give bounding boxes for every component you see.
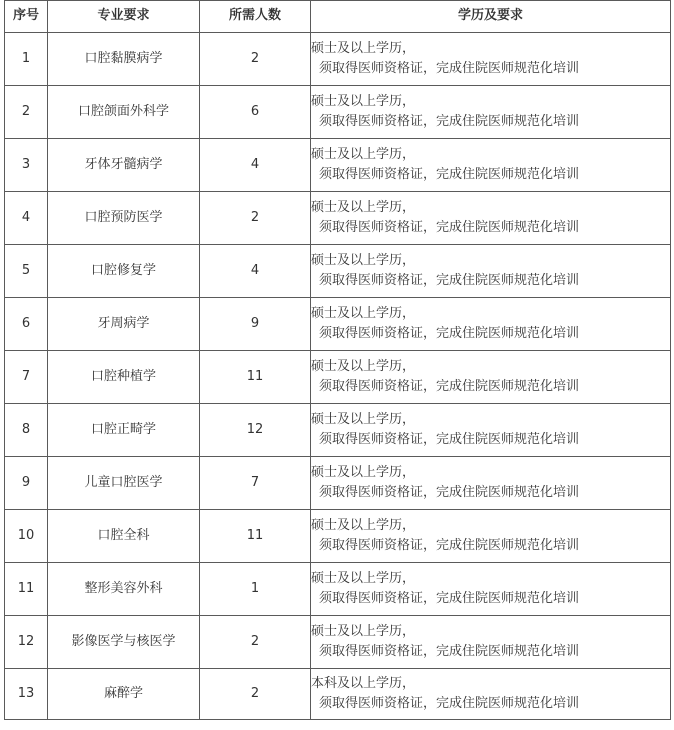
cell-requirement [311,351,671,404]
requirement-degree: 硕士及以上学历， [311,571,416,586]
cell-index: 3 [5,139,48,192]
table-row [5,510,671,563]
header-count: 所需人数 [200,1,311,33]
requirement-certificate: 须取得医师资格证，完成住院医师规范化培训 [319,114,580,129]
requirement-degree: 硕士及以上学历， [311,253,416,268]
table-row [5,404,671,457]
cell-requirement [311,86,671,139]
header-index: 序号 [5,1,48,33]
requirement-degree: 硕士及以上学历， [311,94,416,109]
requirement-degree: 硕士及以上学历， [311,624,416,639]
cell-count: 2 [200,669,311,720]
requirement-degree: 硕士及以上学历， [311,412,416,427]
cell-index: 1 [5,33,48,86]
table-row [5,86,671,139]
requirement-degree: 硕士及以上学历， [311,465,416,480]
cell-index: 8 [5,404,48,457]
cell-index: 6 [5,298,48,351]
cell-count: 2 [200,616,311,669]
header-requirement: 学历及要求 [311,1,671,33]
header-major: 专业要求 [48,1,200,33]
table-row [5,192,671,245]
cell-count: 11 [200,510,311,563]
table-body [5,33,671,720]
cell-requirement [311,139,671,192]
recruitment-table [4,0,671,720]
cell-major: 儿童口腔医学 [48,457,200,510]
requirement-certificate: 须取得医师资格证，完成住院医师规范化培训 [319,273,580,288]
cell-requirement [311,510,671,563]
cell-count: 2 [200,192,311,245]
cell-index: 5 [5,245,48,298]
requirement-certificate: 须取得医师资格证，完成住院医师规范化培训 [319,485,580,500]
requirement-degree: 硕士及以上学历， [311,359,416,374]
cell-count: 11 [200,351,311,404]
cell-count: 9 [200,298,311,351]
cell-requirement [311,245,671,298]
table-row [5,33,671,86]
requirement-certificate: 须取得医师资格证，完成住院医师规范化培训 [319,167,580,182]
requirement-degree: 本科及以上学历， [311,676,416,691]
requirement-degree: 硕士及以上学历， [311,147,416,162]
table-row [5,351,671,404]
table-row [5,298,671,351]
cell-major: 口腔预防医学 [48,192,200,245]
cell-major: 牙周病学 [48,298,200,351]
cell-major: 口腔修复学 [48,245,200,298]
table-row [5,616,671,669]
requirement-degree: 硕士及以上学历， [311,200,416,215]
requirement-certificate: 须取得医师资格证，完成住院医师规范化培训 [319,591,580,606]
requirement-certificate: 须取得医师资格证，完成住院医师规范化培训 [319,379,580,394]
table-header-row [5,1,671,33]
cell-index: 2 [5,86,48,139]
table-row [5,245,671,298]
cell-count: 4 [200,139,311,192]
cell-requirement [311,192,671,245]
cell-index: 7 [5,351,48,404]
table-row [5,139,671,192]
cell-index: 13 [5,669,48,720]
requirement-certificate: 须取得医师资格证，完成住院医师规范化培训 [319,220,580,235]
cell-major: 整形美容外科 [48,563,200,616]
table-row [5,457,671,510]
cell-count: 6 [200,86,311,139]
cell-index: 9 [5,457,48,510]
cell-major: 麻醉学 [48,669,200,720]
cell-major: 口腔颌面外科学 [48,86,200,139]
requirement-degree: 硕士及以上学历， [311,41,416,56]
requirement-certificate: 须取得医师资格证，完成住院医师规范化培训 [319,644,580,659]
cell-major: 牙体牙髓病学 [48,139,200,192]
requirement-certificate: 须取得医师资格证，完成住院医师规范化培训 [319,326,580,341]
cell-index: 10 [5,510,48,563]
cell-requirement [311,563,671,616]
cell-requirement [311,669,671,720]
cell-requirement [311,616,671,669]
cell-major: 口腔黏膜病学 [48,33,200,86]
cell-major: 口腔种植学 [48,351,200,404]
cell-count: 1 [200,563,311,616]
requirement-certificate: 须取得医师资格证，完成住院医师规范化培训 [319,61,580,76]
table-row [5,563,671,616]
cell-count: 4 [200,245,311,298]
cell-count: 2 [200,33,311,86]
cell-requirement [311,33,671,86]
cell-requirement [311,457,671,510]
cell-count: 12 [200,404,311,457]
table-row [5,669,671,720]
requirement-certificate: 须取得医师资格证，完成住院医师规范化培训 [319,696,580,711]
cell-index: 11 [5,563,48,616]
requirement-certificate: 须取得医师资格证，完成住院医师规范化培训 [319,432,580,447]
cell-count: 7 [200,457,311,510]
requirement-degree: 硕士及以上学历， [311,518,416,533]
cell-index: 12 [5,616,48,669]
cell-requirement [311,404,671,457]
cell-requirement [311,298,671,351]
requirement-certificate: 须取得医师资格证，完成住院医师规范化培训 [319,538,580,553]
cell-major: 口腔正畸学 [48,404,200,457]
cell-index: 4 [5,192,48,245]
cell-major: 影像医学与核医学 [48,616,200,669]
requirement-degree: 硕士及以上学历， [311,306,416,321]
cell-major: 口腔全科 [48,510,200,563]
